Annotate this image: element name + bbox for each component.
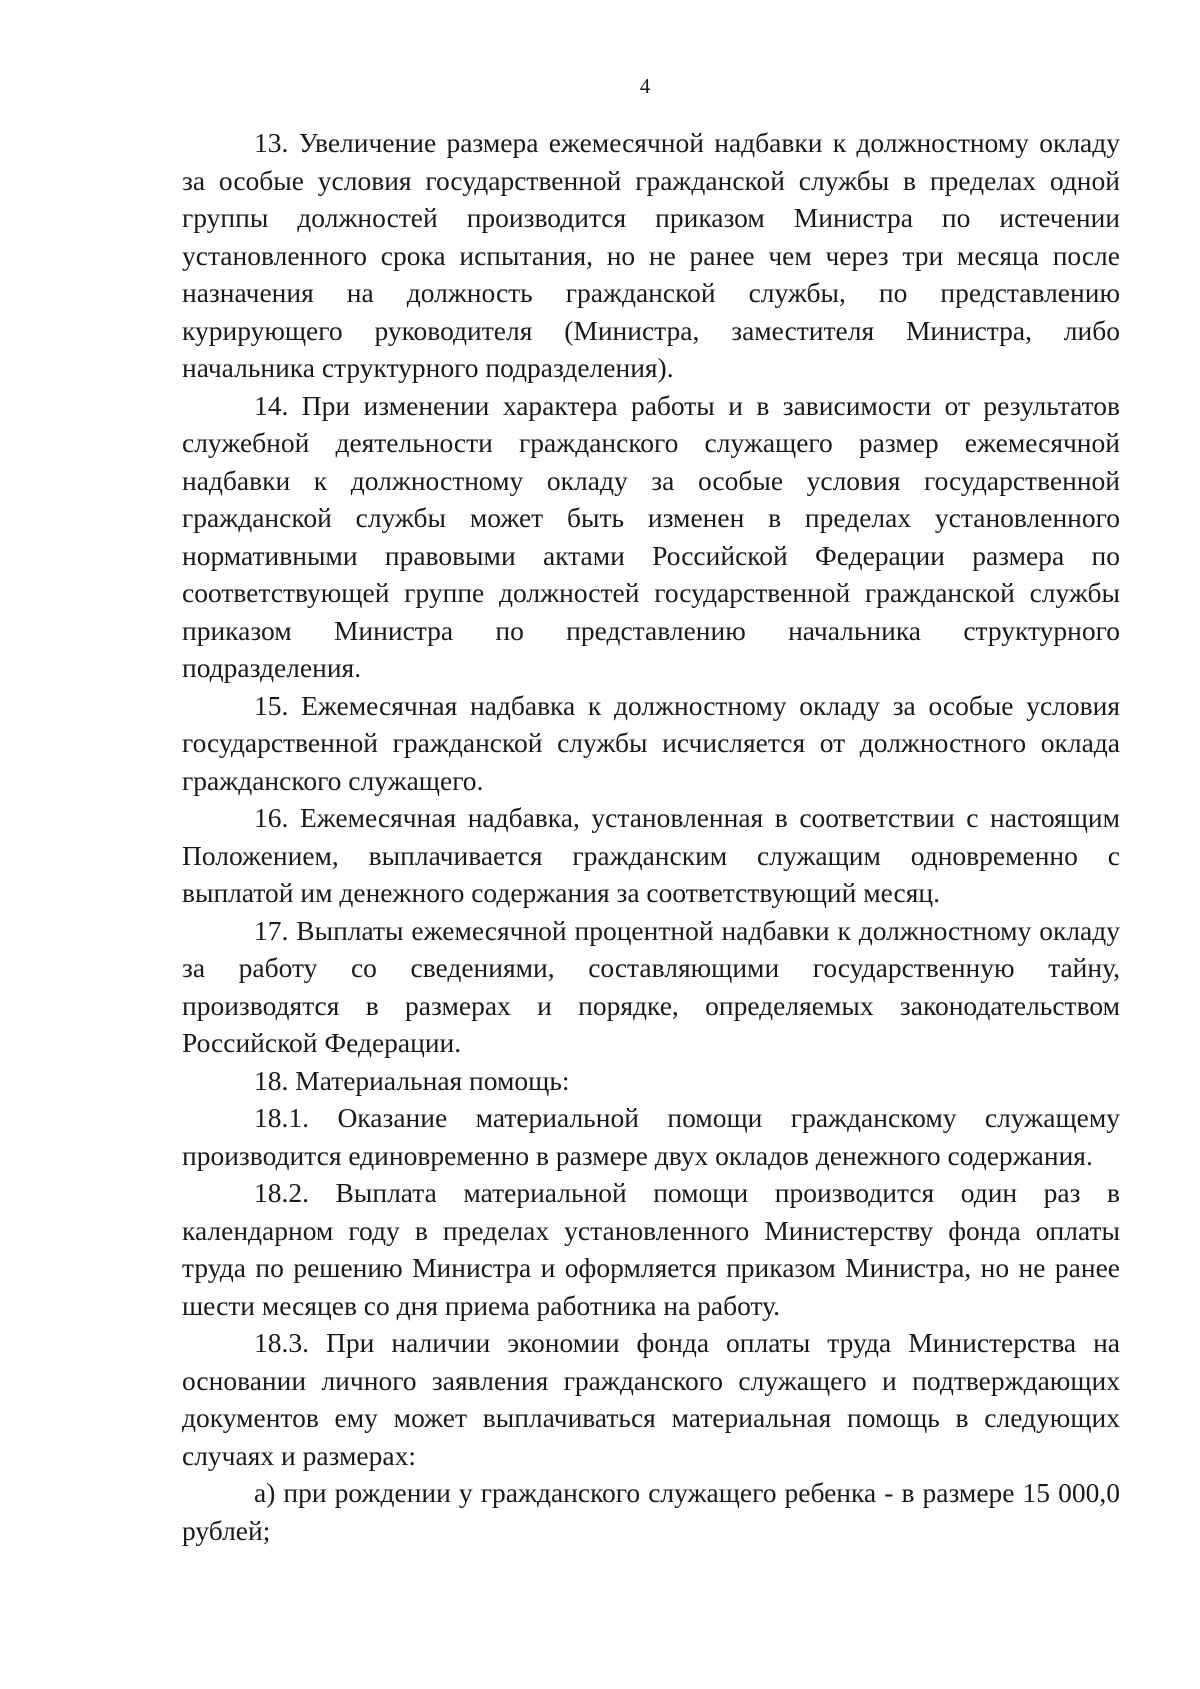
- paragraph-15: 15. Ежемесячная надбавка к должностному окладу за особые условия государственной гражданской службы исчисляется от должностного оклада гражданского служащего.: [182, 689, 1120, 796]
- paragraph-17: 17. Выплаты ежемесячной процентной надбавки к должностному окладу за работу со сведениями, составляющими государственную тайну, производятся в размерах и порядке, определяемых законодательством Российской Федерации.: [182, 914, 1120, 1058]
- paragraph-13: 13. Увеличение размера ежемесячной надбавки к должностному окладу за особые условия государственной гражданской службы в пределах одной группы должностей производится приказом Министра по истечении установленного срока испытания, но не ранее чем через три месяца после назначения на должность гражданской службы, по представлению курирующего руководителя (Министра, заместителя Министра, либо начальника структурного подразделения).: [182, 127, 1120, 383]
- paragraph-18-3-a: а) при рождении у гражданского служащего ребенка - в размере 15 000,0 рублей;: [182, 1477, 1120, 1546]
- paragraph-18-3: 18.3. При наличии экономии фонда оплаты труда Министерства на основании личного заявления гражданского служащего и подтверждающих документов ему может выплачиваться материальная помощь в следующих случаях и размерах:: [182, 1327, 1120, 1471]
- paragraph-18-2: 18.2. Выплата материальной помощи производится один раз в календарном году в пределах установленного Министерству фонда оплаты труда по решению Министра и оформляется приказом Министра, но не ранее шести месяцев со дня приема работника на работу.: [182, 1177, 1120, 1321]
- paragraph-18-1: 18.1. Оказание материальной помощи гражданскому служащему производится единовременно в размере двух окладов денежного содержания.: [182, 1102, 1120, 1171]
- paragraph-14: 14. При изменении характера работы и в зависимости от результатов служебной деятельности гражданского служащего размер ежемесячной надбавки к должностному окладу за особые условия государственной гражданской службы может быть изменен в пределах установленного нормативными правовыми актами Российской Федерации размера по соответствующей группе должностей государственной гражданской службы приказом Министра по представлению начальника структурного подразделения.: [182, 389, 1120, 683]
- page-number: 4: [639, 74, 651, 98]
- paragraph-16: 16. Ежемесячная надбавка, установленная в соответствии с настоящим Положением, выплачивается гражданским служащим одновременно с выплатой им денежного содержания за соответствующий месяц.: [182, 802, 1120, 908]
- document-body: [182, 124, 1120, 1549]
- paragraph-18: 18. Материальная помощь:: [254, 1064, 570, 1096]
